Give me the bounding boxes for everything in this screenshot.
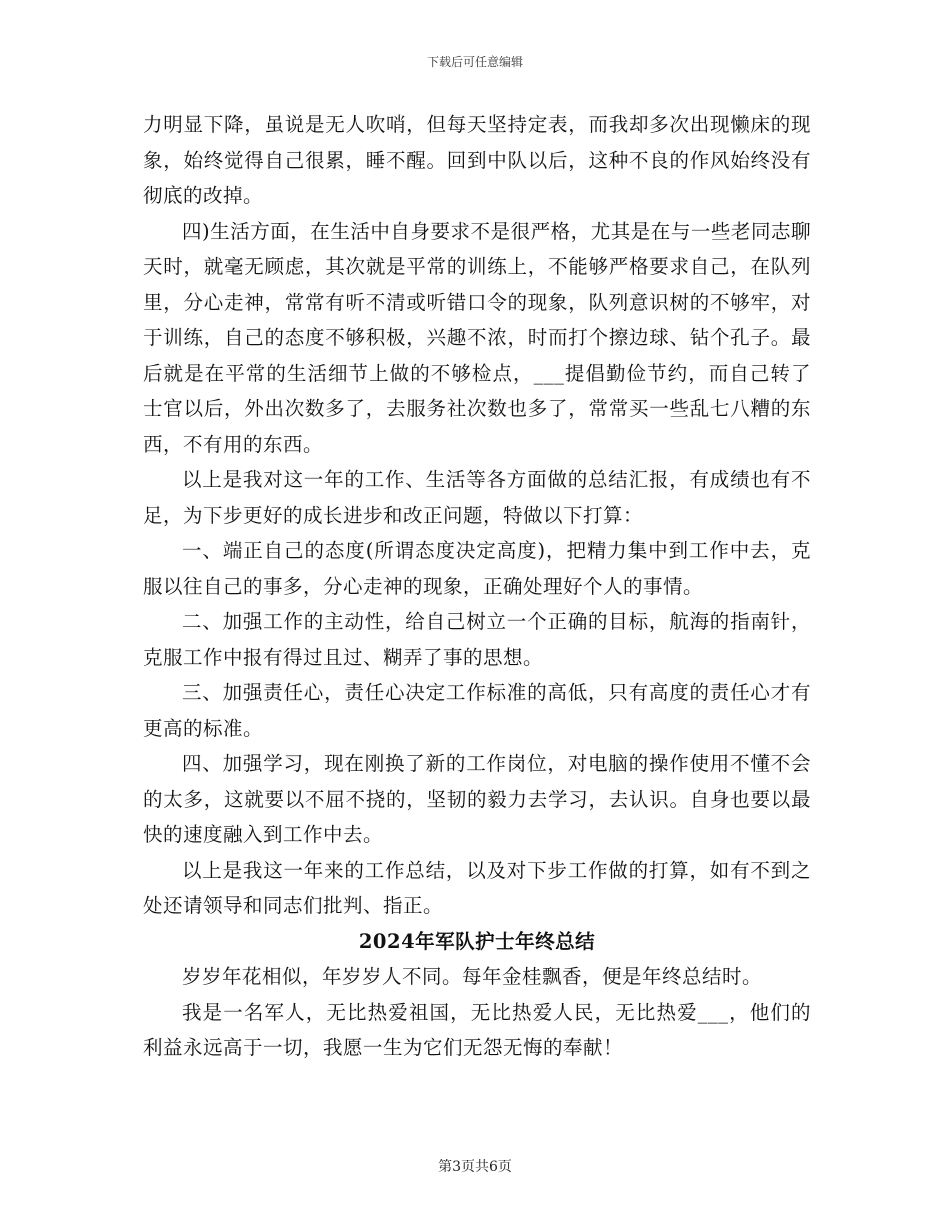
paragraph-life-aspect: 四)生活方面，在生活中自身要求不是很严格，尤其是在与一些老同志聊天时，就毫无顾虑，其次就是平常的训练上，不能够严格要求自己，在队列里，分心走神，常常有听不清或听错口令的现象，队列意识树的不够牢，对于训练，自己的态度不够积极，兴趣不浓，时而打个擦边球、钻个孔子。最后就是在平常的生活细节上做的不够检点，___提倡勤俭节约，而自己转了士官以后，外出次数多了，去服务社次数也多了，常常买一些乱七八糟的东西，不有用的东西。 — [143, 219, 811, 456]
document-body — [143, 107, 811, 1066]
paragraph-closing: 以上是我这一年来的工作总结，以及对下步工作做的打算，如有不到之处还请领导和同志们批判、指正。 — [143, 858, 811, 917]
page-number: 第3页共6页 — [438, 1159, 512, 1175]
paragraph-summary-intro: 以上是我对这一年的工作、生活等各方面做的总结汇报，有成绩也有不足，为下步更好的成长进步和改正问题，特做以下打算： — [143, 468, 811, 527]
section-title: 2024年军队护士年终总结 — [358, 929, 596, 953]
paragraph-section-opening: 岁岁年花相似，年岁岁人不同。每年金桂飘香，便是年终总结时。 — [182, 965, 763, 988]
paragraph-plan-4: 四、加强学习，现在刚换了新的工作岗位，对电脑的操作使用不懂不会的太多，这就要以不屈不挠的，坚韧的毅力去学习，去认识。自身也要以最快的速度融入到工作中去。 — [143, 752, 811, 846]
paragraph-plan-3: 三、加强责任心，责任心决定工作标准的高低，只有高度的责任心才有更高的标准。 — [143, 681, 811, 740]
paragraph-continuation: 力明显下降，虽说是无人吹哨，但每天坚持定表，而我却多次出现懒床的现象，始终觉得自己很累，睡不醒。回到中队以后，这种不良的作风始终没有彻底的改掉。 — [143, 113, 811, 207]
paragraph-plan-2: 二、加强工作的主动性，给自己树立一个正确的目标，航海的指南针，克服工作中报有得过且过、糊弄了事的思想。 — [143, 610, 811, 669]
paragraph-section-soldier: 我是一名军人，无比热爱祖国，无比热爱人民，无比热爱___，他们的利益永远高于一切，我愿一生为它们无怨无悔的奉献！ — [143, 1000, 811, 1059]
page-header-note: 下载后可任意编辑 — [426, 55, 523, 69]
paragraph-plan-1: 一、端正自己的态度(所谓态度决定高度)，把精力集中到工作中去，克服以往自己的事多，分心走神的现象，正确处理好个人的事情。 — [143, 539, 811, 598]
